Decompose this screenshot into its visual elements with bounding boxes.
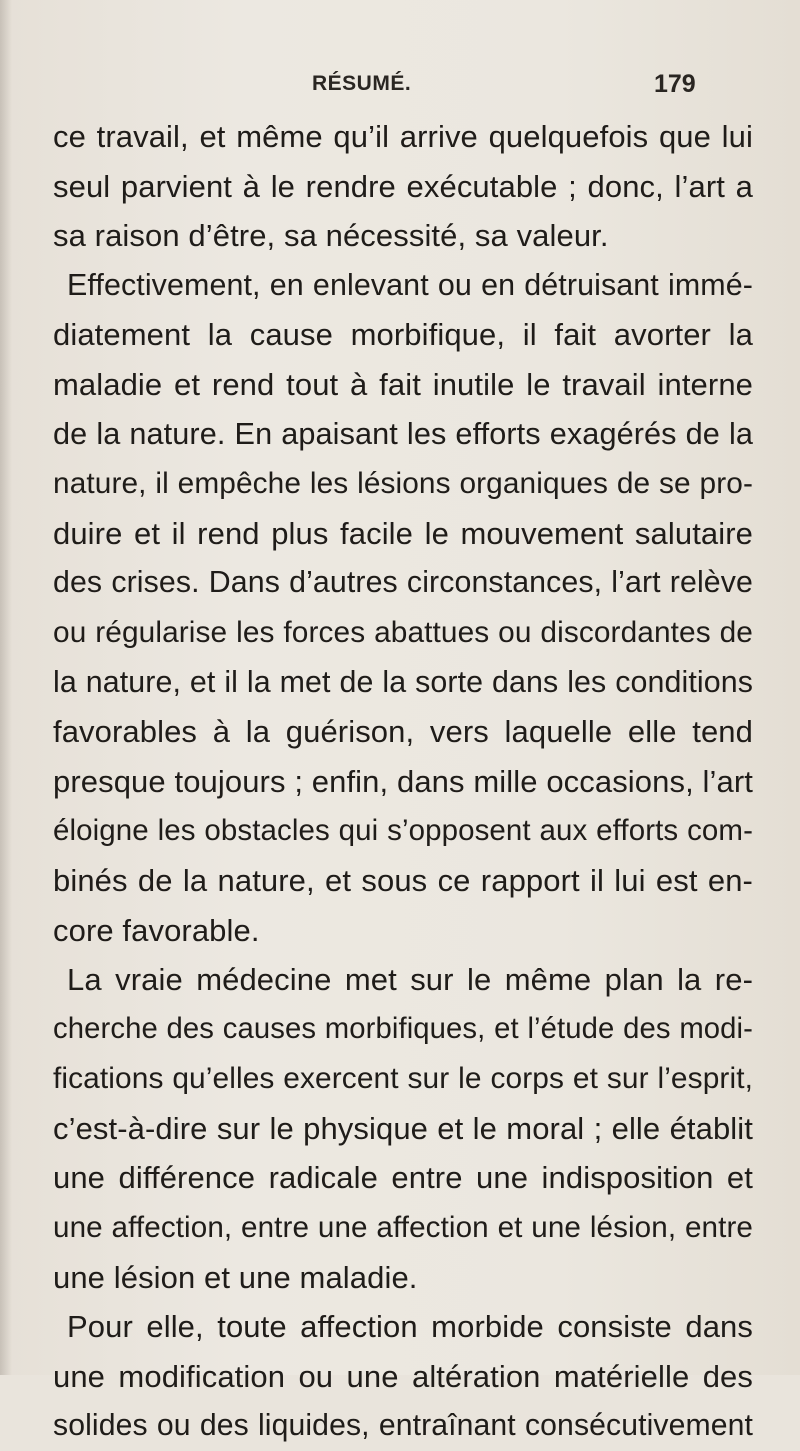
text-line: fications qu’elles exercent sur le corps et sur l’esprit,: [53, 1062, 753, 1096]
text-line: ou régularise les forces abattues ou discordantes de: [53, 615, 753, 649]
text-line: c’est-à-dire sur le physique et le moral ; elle établit: [53, 1110, 753, 1146]
paragraph-start-line: Pour elle, toute affection morbide consiste dans: [67, 1309, 753, 1345]
text-line: seul parvient à le rendre exécutable ; donc, l’art a: [53, 168, 753, 204]
text-line: cherche des causes morbifiques, et l’étude des modi-: [53, 1012, 753, 1045]
text-line: une affection, entre une affection et une lésion, entre: [53, 1211, 753, 1245]
text-line: de la nature. En apaisant les efforts exagérés de la: [53, 416, 753, 451]
text-line: presque toujours ; enfin, dans mille occasions, l’art: [53, 763, 753, 799]
gutter-shadow: [0, 0, 12, 1375]
text-line: la nature, et il la met de la sorte dans les conditions: [53, 664, 753, 699]
text-line: solides ou des liquides, entraînant consécutivement: [53, 1409, 753, 1443]
text-line: des crises. Dans d’autres circonstances, l’art relève: [53, 566, 753, 600]
text-line: binés de la nature, et sous ce rapport il lui est en-: [53, 862, 753, 898]
text-line: maladie et rend tout à fait inutile le travail interne: [53, 366, 753, 402]
paragraph-start-line: Effectivement, en enlevant ou en détruisant immé-: [67, 267, 753, 302]
running-title: RÉSUMÉ.: [312, 72, 412, 95]
text-line: duire et il rend plus facile le mouvement salutaire: [53, 515, 753, 551]
text-line: éloigne les obstacles qui s’opposent aux efforts com-: [53, 814, 753, 848]
text-line: nature, il empêche les lésions organiques de se pro-: [53, 467, 753, 501]
running-head: [0, 72, 800, 102]
text-line: favorables à la guérison, vers laquelle elle tend: [53, 714, 753, 750]
text-line: diatement la cause morbifique, il fait avorter la: [53, 317, 753, 353]
text-line: une différence radicale entre une indisposition et: [53, 1160, 753, 1196]
text-line: une lésion et une maladie.: [53, 1259, 418, 1295]
page-number: 179: [654, 70, 696, 98]
text-line: ce travail, et même qu’il arrive quelquefois que lui: [53, 119, 753, 154]
text-line: sa raison d’être, sa nécessité, sa valeur.: [53, 218, 609, 254]
paragraph-start-line: La vraie médecine met sur le même plan la re-: [67, 962, 753, 998]
text-line: core favorable.: [53, 912, 260, 948]
body-text: [53, 112, 753, 1451]
text-line: une modification ou une altération matérielle des: [53, 1358, 753, 1394]
